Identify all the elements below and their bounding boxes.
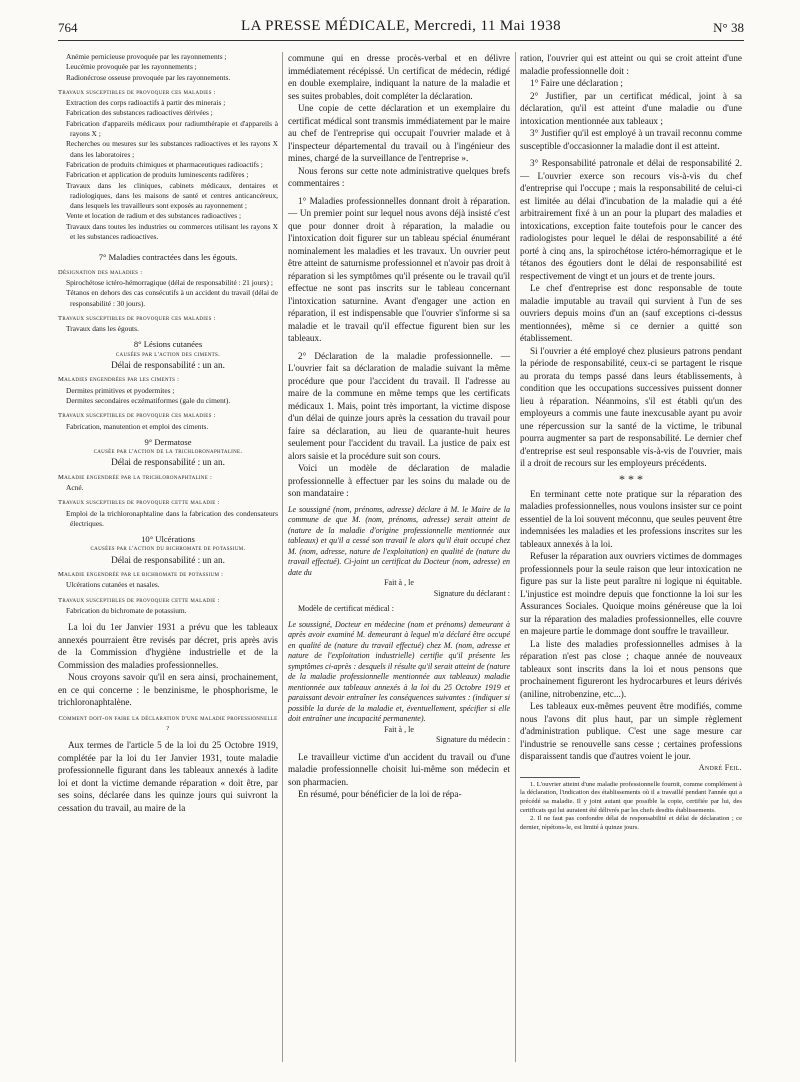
- list-item: Travaux dans les égouts.: [66, 324, 139, 334]
- list-item: Fabrication du bichromate de potassium.: [66, 605, 187, 615]
- section-label: Travaux susceptibles de provoquer ces maladies :: [58, 314, 216, 322]
- list-item: Fabrication et application de produits luminescents radifères ;: [66, 170, 249, 180]
- section-label: Maladie engendrée par le bichromate de potassium :: [58, 571, 224, 579]
- paragraph: Le travailleur victime d'un accident du travail ou d'une maladie professionnelle choisit lui-même son médecin et son pharmacien.: [288, 751, 510, 787]
- list-item: Fabrication des substances radioactives dérivées ;: [66, 108, 213, 118]
- list-item: Emploi de la trichloronaphtaline dans la fabrication des condensateurs électriques.: [66, 508, 278, 528]
- paragraph: Nous croyons savoir qu'il en sera ainsi, prochainement, en ce qui concerne : le benzinisme, le phosphorisme, le trichloronaphtalène.: [58, 672, 278, 708]
- list-item: Dermites primitives et pyodermites ;: [66, 385, 175, 395]
- paragraph: La liste des maladies professionnelles admises à la réparation n'est pas close ; chaque année de nouveaux tableaux sont inscrits dans la loi et nous pensons que prochainement figureront les hydrocarbures et leurs dérivés (aniline, nitrobenzine, etc...).: [520, 638, 742, 699]
- list-item: Fabrication de produits chimiques et pharmaceutiques radioactifs ;: [66, 159, 263, 169]
- list-item: Ulcérations cutanées et nasales.: [66, 580, 160, 590]
- date-line: Fait à , le: [384, 578, 414, 587]
- certificate-template: Le soussigné, Docteur en médecine (nom et prénoms) demeurant à après avoir examiné M. demeurant à lequel m'a déclaré être occupé en qualité de (nature du travail effectué) chez M. (nom, adresse et nature de l'exploitation industrielle) certifie qu'il présente les symptômes ci-après : desquels il résulte qu'il serait atteint de (nature de la maladie professionnelle mentionnée aux tableaux) maladie mentionnée aux tableaux annexés à la loi du 25 Octobre 1919 et paraissant devoir entraîner les conséquences suivantes : (indiquer si possible la durée de la maladie et, éventuellement, spécifier si elle doit entraîner une incapacité permanente).: [288, 619, 510, 723]
- section-heading: 8° Lésions cutanées: [133, 339, 203, 350]
- section-subheading: causées par l'action des ciments.: [115, 350, 221, 358]
- list-item: Leucémie provoquée par les rayonnements ;: [66, 62, 197, 72]
- column-2: [288, 52, 510, 801]
- column-rule: [282, 52, 283, 1062]
- paragraph: Si l'ouvrier a été employé chez plusieurs patrons pendant la période de responsabilité, ceux-ci se partagent le risque au prorata du temps passé dans leurs établissements, à condition que les occupations successives puissent donner lieu à réparation. Néanmoins, s'il est établi qu'un des employeurs a commis une faute inexcusable ayant pu avoir une répercussion sur la santé de la victime, le tribunal pourra augmenter sa part de responsabilité. Le dernier chef d'entreprise est seul responsable vis-à-vis de l'ouvrier, mais il a droit de recours sur les employeurs précédents.: [520, 345, 742, 468]
- section-label: Maladies engendrées par les ciments :: [58, 376, 180, 384]
- section-heading: Comment doit-on faire la déclaration d'une maladie professionnelle ?: [58, 714, 278, 733]
- section-subheading: causées par l'action du bichromate de potassium.: [90, 545, 246, 553]
- page-header: [58, 18, 744, 41]
- section-heading: 10° Ulcérations: [141, 534, 195, 545]
- section-label: Travaux susceptibles de provoquer ces maladies :: [58, 88, 216, 96]
- paragraph: La loi du 1er Janvier 1931 a prévu que les tableaux annexés pourraient être revisés par décret, pris après avis de la Commission d'hygiène industrielle et de la Commission des maladies professionnelles.: [58, 622, 278, 670]
- list-item: 2° Justifier, par un certificat médical, joint à sa déclaration, qu'il est atteint d'une maladie ou d'une intoxication mentionnée aux tableaux ;: [520, 90, 742, 126]
- paragraph: En terminant cette note pratique sur la réparation des maladies professionnelles, nous voulons insister sur ce point essentiel de la loi souvent méconnu, que seules peuvent être indemnisées les maladies et les professions inscrites sur les tableaux annexés à la loi.: [520, 488, 742, 549]
- list-item: 1° Faire une déclaration ;: [530, 78, 623, 88]
- paragraph: 3° Responsabilité patronale et délai de responsabilité 2. — L'ouvrier exerce son recours vis-à-vis du chef d'entreprise qui l'occupe ; mais la responsabilité de celui-ci est limitée au délai d'incubation de la maladie qui a été arbitrairement fixé à un an pour la plupart des maladies et intoxications, exception faite toutefois pour le cancer des radiologistes pour lequel le délai de responsabilité a été porté à cinq ans, la spirochétose ictéro-hémorragique et le tétanos des égoutiers dont le délai de responsabilité est respectivement de vingt et un jours et de trente jours.: [520, 158, 742, 281]
- paragraph: ration, l'ouvrier qui est atteint ou qui se croit atteint d'une maladie professionnelle doit :: [520, 53, 742, 76]
- section-label: Maladie engendrée par la trichloronaphtaline :: [58, 473, 213, 481]
- author-signature: André Feil.: [698, 762, 742, 772]
- paragraph: Une copie de cette déclaration et un exemplaire du certificat médical sont transmis immédiatement par le maire au chef de l'entreprise qui occupait l'ouvrier malade et à l'inspecteur départemental du travail ou à l'ingénieur des mines, chargé de la surveillance de l'entreprise ».: [288, 103, 510, 163]
- paragraph: Aux termes de l'article 5 de la loi du 25 Octobre 1919, complétée par la loi du 1er Janvier 1931, toute maladie professionnelle figurant dans les tableaux annexés à ladite loi et dont la victime demande réparation « doit être, par ses soins, déclarée dans les quinze jours qui suivront la cessation du travail, au maire de la: [58, 740, 278, 813]
- delay-line: Délai de responsabilité : un an.: [111, 457, 225, 468]
- list-item: Extraction des corps radioactifs à partir des minerais ;: [66, 98, 226, 108]
- section-heading: 7° Maladies contractées dans les égouts.: [98, 252, 238, 263]
- footnote: 2. Il ne faut pas confondre délai de responsabilité et délai de déclaration ; ce dernier, répétons-le, est limité à quinze jours.: [520, 815, 742, 831]
- signature-line: Signature du médecin :: [436, 735, 510, 744]
- list-item: Acné.: [66, 482, 84, 492]
- section-heading: 9° Dermatose: [144, 436, 192, 447]
- paragraph: Voici un modèle de déclaration de maladie professionnelle à effectuer par les soins du malade ou de son mandataire :: [288, 463, 510, 498]
- list-item: Fabrication, manutention et emploi des ciments.: [66, 421, 209, 431]
- section-label: Travaux susceptibles de provoquer cette maladie :: [58, 596, 220, 604]
- footnote: 1. L'ouvrier atteint d'une maladie professionnelle fournit, comme complément à la déclaration, l'indication des établissements où il a travaillé pendant l'année qui a précédé sa maladie. Il y joint autant que possible la copie, certifiée par lui, des certificats qui lui auraient été délivrés par les chefs desdits établissements.: [520, 780, 742, 814]
- section-label: Travaux susceptibles de provoquer cette maladie :: [58, 499, 220, 507]
- list-item: Spirochétose ictéro-hémorragique (délai de responsabilité : 21 jours) ;: [66, 277, 273, 287]
- signature-line: Signature du déclarant :: [433, 588, 510, 598]
- paragraph: 2° Déclaration de la maladie professionnelle. — L'ouvrier fait sa déclaration de maladie suivant la même procédure que pour l'accident du travail. Il l'adresse au maire de la commune en même temps que les certificats médicaux 1. Mais, point très important, la victime dispose d'un délai de quinze jours après la cessation du travail pour faire sa déclaration, au lieu de quarante-huit heures seulement pour l'accident du travail. La justice de paix est alors saisie et la procédure suit son cours.: [288, 350, 510, 461]
- paragraph: Le chef d'entreprise est donc responsable de toute maladie imputable au travail qui survient à l'un de ses ouvriers depuis moins d'un an (sauf exceptions ci-dessus mentionnées), même si ce dernier a quitté son établissement.: [520, 283, 742, 343]
- paragraph: Nous ferons sur cette note administrative quelques brefs commentaires :: [288, 165, 510, 188]
- subsection-title: Modèle de certificat médical :: [298, 604, 394, 613]
- list-item: Tétanos en dehors des cas consécutifs à un accident du travail (délai de responsabilité : 30 jours).: [66, 288, 278, 308]
- list-item: Recherches ou mesures sur les substances radioactives et les rayons X dans les laboratoires ;: [66, 139, 278, 159]
- paragraph: 1° Maladies professionnelles donnant droit à réparation. — Un premier point sur lequel nous avons déjà insisté c'est que pour donner droit à réparation, la maladie ou l'intoxication doit figurer sur un tableau spécial énumérant nominalement les maladies et les travaux. Un ouvrier peut être atteint de saturnisme professionnel et n'avoir pas droit à réparation si les symptômes qu'il présente ou le travail qu'il effectue ne sont pas inscrits sur le tableau concernant l'intoxication saturnine. Avant d'engager une action en réparation, il est indispensable que l'ouvrier s'informe si sa maladie et le travail qu'il effectue figurent bien sur les tableaux.: [288, 195, 510, 343]
- footnote-rule: [520, 777, 580, 778]
- date-line: Fait à , le: [384, 724, 414, 734]
- column-rule: [515, 52, 516, 1062]
- list-item: Travaux dans toutes les industries ou commerces utilisant les rayons X et les substances radioactives.: [66, 221, 278, 242]
- list-item: Fabrication d'appareils médicaux pour radiumthérapie et d'appareils à rayons X ;: [66, 118, 278, 139]
- delay-line: Délai de responsabilité : un an.: [111, 554, 225, 565]
- list-item: 3° Justifier qu'il est employé à un travail reconnu comme susceptible d'occasionner la maladie dont il est atteint.: [520, 128, 742, 151]
- issue-number: N° 38: [713, 20, 744, 35]
- paragraph: En résumé, pour bénéficier de la loi de répa-: [298, 789, 462, 799]
- list-item: Anémie pernicieuse provoquée par les rayonnements ;: [66, 52, 227, 61]
- list-item: Radionécrose osseuse provoquée par les rayonnements.: [66, 72, 231, 82]
- section-label: Travaux susceptibles de provoquer ces maladies :: [58, 412, 216, 420]
- delay-line: Délai de responsabilité : un an.: [111, 360, 225, 371]
- list-item: Travaux dans les cliniques, cabinets médicaux, dentaires et radiologiques, dans les maisons de santé et centres anticancéreux, dans lesquels les travailleurs sont exposés au rayonnement ;: [66, 180, 278, 211]
- list-item: Vente et location de radium et des substances radioactives ;: [66, 211, 242, 221]
- section-label: Désignation des maladies :: [58, 268, 143, 276]
- paragraph: Refuser la réparation aux ouvriers victimes de dommages professionnels pour la seule raison que leur intoxication ne figure pas sur la liste peut paraître ni logique ni équitable. L'injustice est moindre depuis que fonctionne la loi sur les Assurances Sociales. Quoique moins généreuse que la loi sur la réparation des maladies professionnelles, elle couvre en majeure partie le dommage dont souffre le travailleur.: [520, 551, 742, 636]
- paragraph: commune qui en dresse procès-verbal et en délivre immédiatement récépissé. Un certificat de médecin, rédigé en double exemplaire, indiquant la nature de la maladie et ses suites probables, doit compléter la déclaration.: [288, 53, 510, 101]
- journal-title: LA PRESSE MÉDICALE, Mercredi, 11 Mai 1938: [241, 18, 561, 34]
- paragraph: Les tableaux eux-mêmes peuvent être modifiés, comme nous l'avons dit plus haut, par un simple règlement d'administration publique. C'est une sage mesure car l'industrie se renouvelle sans cesse ; certaines professions disparaissent tandis que d'autres voient le jour.: [520, 701, 742, 761]
- page-number: 764: [58, 20, 78, 35]
- declaration-template: Le soussigné (nom, prénoms, adresse) déclare à M. le Maire de la commune de que M. (nom, prénoms, adresse) serait atteint de (nature de la maladie d'origine professionnelle mentionnée aux tableaux) et qu'il a cessé son travail le alors qu'il était occupé chez M. (nom, adresse, nature de l'exploitation) en qualité de (nature du travail effectué). Ci-joint un certificat du Docteur (nom, adresse) en date du: [288, 504, 510, 577]
- list-item: Dermites secondaires eczématiformes (gale du ciment).: [66, 395, 231, 405]
- section-subheading: causée par l'action de la trichloronaphtaline.: [93, 448, 243, 456]
- column-3: [520, 52, 742, 832]
- column-1: [58, 52, 278, 814]
- section-divider: * * *: [619, 471, 643, 486]
